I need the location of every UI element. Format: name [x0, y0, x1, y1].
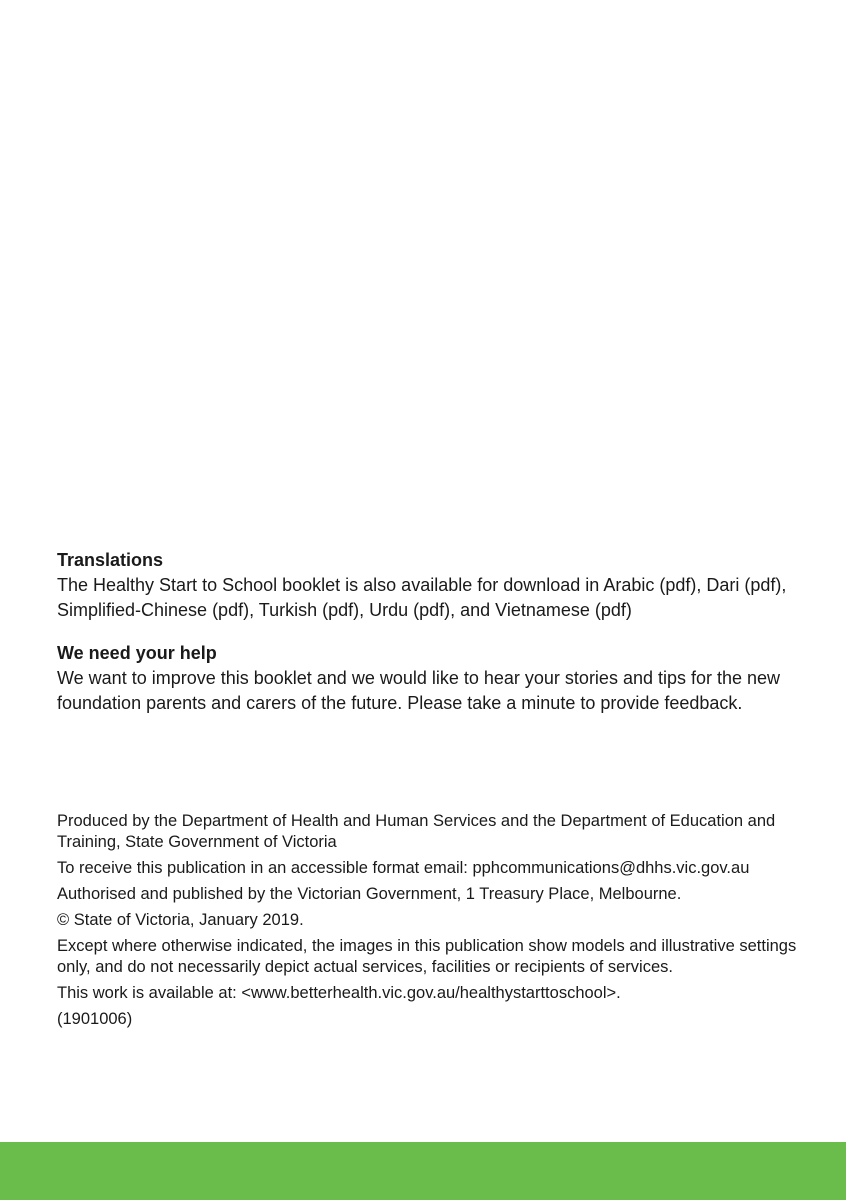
green-footer-band [0, 1142, 846, 1200]
imprint-section [57, 811, 797, 1035]
translations-text: The Healthy Start to School booklet is also available for download in Arabic (pdf), Dari (pdf), Simplified-Chinese (pdf), Turkish (pdf), Urdu (pdf), and Vietnamese (pdf) [57, 575, 787, 620]
translations-section [57, 548, 787, 623]
accessible-format-text: To receive this publication in an accessible format email: pphcommunications@dhhs.vic.gov.au [57, 859, 750, 877]
disclaimer-text: Except where otherwise indicated, the images in this publication show models and illustrative settings only, and do not necessarily depict actual services, facilities or recipients of services. [57, 937, 797, 976]
publication-code: (1901006) [57, 1010, 133, 1028]
produced-by-text: Produced by the Department of Health and Human Services and the Department of Education and Training, State Government of Victoria [57, 812, 776, 851]
availability-text: This work is available at: <www.betterhealth.vic.gov.au/healthystarttoschool>. [57, 984, 621, 1002]
authorised-text: Authorised and published by the Victorian Government, 1 Treasury Place, Melbourne. [57, 885, 682, 903]
feedback-heading: We need your help [57, 643, 217, 663]
feedback-text: We want to improve this booklet and we would like to hear your stories and tips for the new foundation parents and carers of the future. Please take a minute to provide feedback. [57, 668, 781, 713]
copyright-text: © State of Victoria, January 2019. [57, 911, 304, 929]
feedback-section [57, 641, 787, 716]
translations-heading: Translations [57, 550, 164, 570]
